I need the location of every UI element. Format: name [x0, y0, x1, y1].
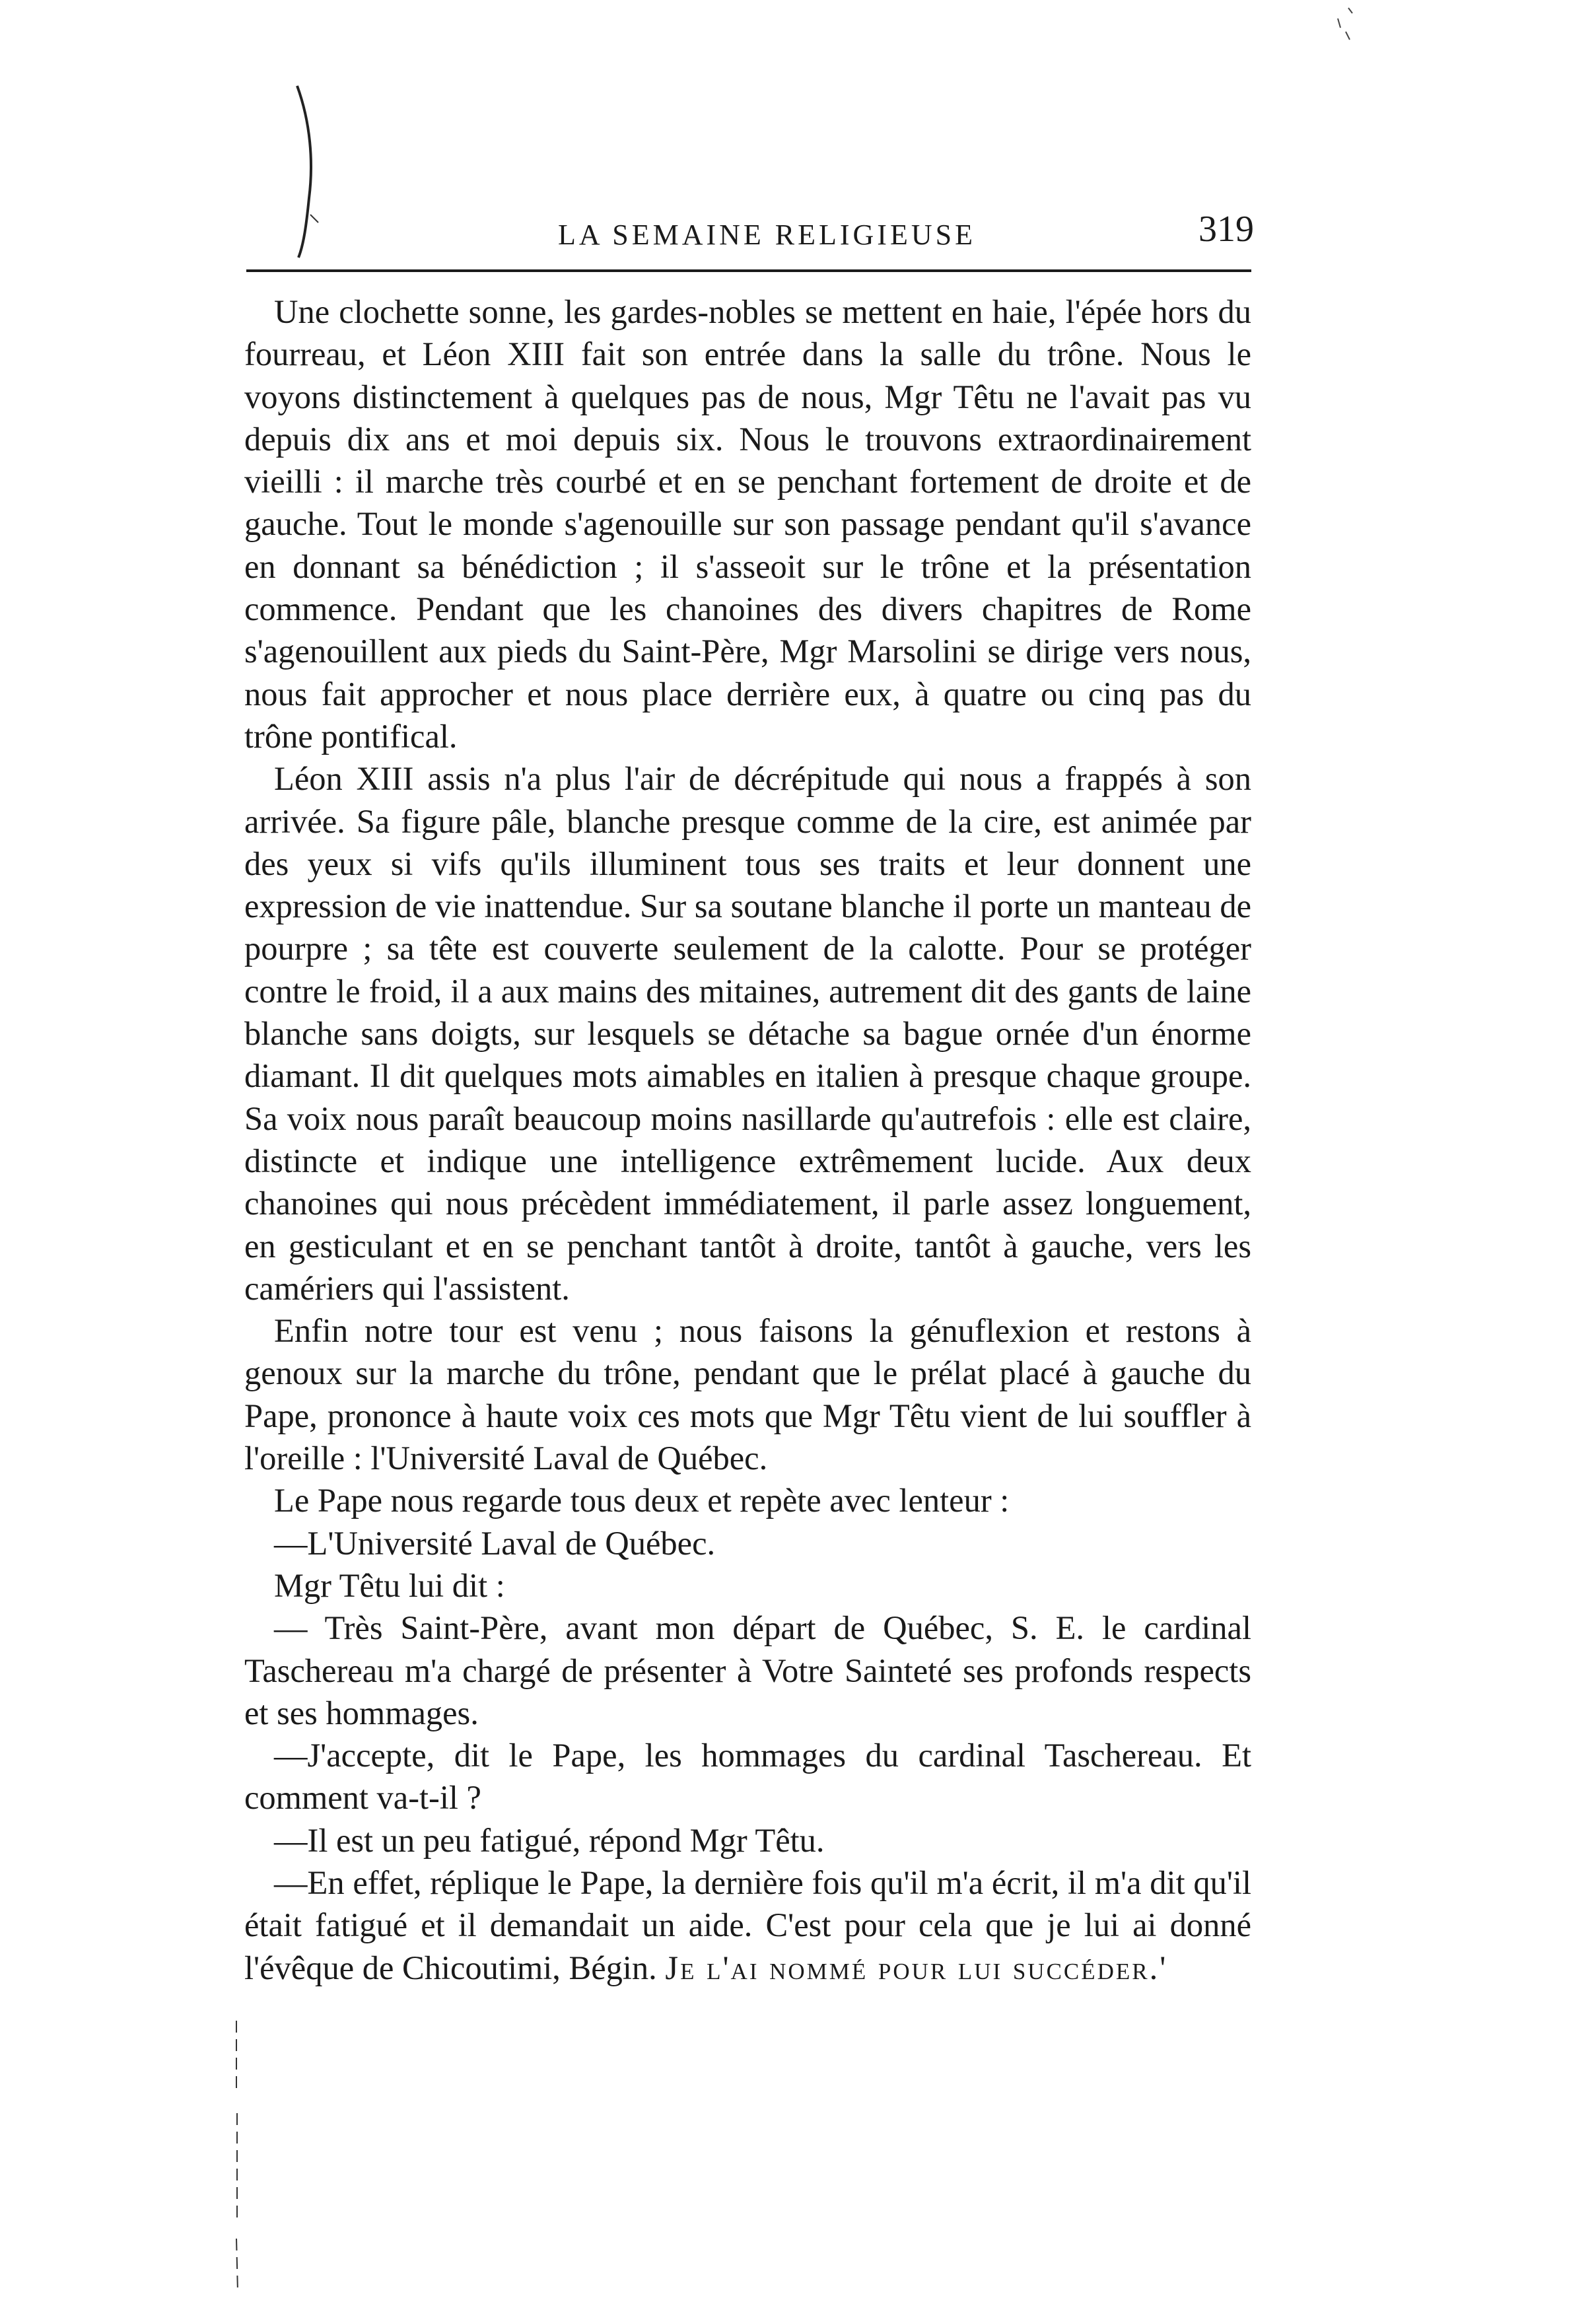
- paragraph: Léon XIII assis n'a plus l'air de décrépitude qui nous a frappés à son arrivée. Sa figure pâle, blanche presque comme de la cire, est animée par des yeux si vifs qu'ils illuminent tous ses traits et leur donnent une expression de vie inattendue. Sur sa soutane blanche il porte un manteau de pourpre ; sa tête est couverte seulement de la calotte. Pour se protéger contre le froid, il a aux mains des mitaines, autrement dit des gants de laine blanche sans doigts, sur lesquels se détache sa bague ornée d'un énorme diamant. Il dit quelques mots aimables en italien à presque chaque groupe. Sa voix nous paraît beaucoup moins nasillarde qu'autrefois : elle est claire, distincte et indique une intelligence extrêmement lucide. Aux deux chanoines qui nous précèdent immédiatement, il parle assez longuement, en gesticulant et en se penchant tantôt à droite, tantôt à gauche, vers les camériers qui l'assistent.: [244, 760, 1251, 1307]
- paragraph: —L'Université Laval de Québec.: [274, 1524, 716, 1562]
- small-caps-ending: Je l'ai nommé pour lui succéder.': [665, 1949, 1168, 1986]
- paragraph: Enfin notre tour est venu ; nous faisons la génuflexion et restons à genoux sur la marche du trône, pendant que le prélat placé à gauche du Pape, prononce à haute voix ces mots que Mgr Têtu vient de lui souffler à l'oreille : l'Université Laval de Québec.: [244, 1312, 1251, 1477]
- running-header-title: LA SEMAINE RELIGIEUSE: [558, 219, 976, 251]
- body-text: [244, 291, 1251, 1989]
- paragraph: Le Pape nous regarde tous deux et repète avec lenteur :: [274, 1482, 1010, 1519]
- paragraph: Une clochette sonne, les gardes-nobles se mettent en haie, l'épée hors du fourreau, et Léon XIII fait son entrée dans la salle du trône. Nous le voyons distinctement à quelques pas de nous, Mgr Têtu ne l'avait pas vu depuis dix ans et moi depuis six. Nous le trouvons extraordinairement vieilli : il marche très courbé et en se penchant fortement de droite et de gauche. Tout le monde s'agenouille sur son passage pendant qu'il s'avance en donnant sa bénédiction ; il s'asseoit sur le trône et la présentation commence. Pendant que les chanoines des divers chapitres de Rome s'agenouillent aux pieds du Saint-Père, Mgr Marsolini se dirige vers nous, nous fait approcher et nous place derrière eux, à quatre ou cinq pas du trône pontifical.: [244, 293, 1251, 755]
- paragraph: —Il est un peu fatigué, répond Mgr Têtu.: [274, 1821, 825, 1859]
- paragraph: —J'accepte, dit le Pape, les hommages du cardinal Taschereau. Et comment va-t-il ?: [244, 1737, 1251, 1817]
- pencil-bracket-mark: [291, 83, 330, 261]
- header-rule: [246, 269, 1251, 272]
- page-number: 319: [1198, 209, 1254, 250]
- final-paragraph-text: —En effet, réplique le Pape, la dernière fois qu'il m'a écrit, il m'a dit qu'il était fatigué et il demandait un aide. C'est pour cela que je lui ai donné l'évêque de Chicoutimi, Bégin.: [244, 1864, 1251, 1986]
- paragraph: Mgr Têtu lui dit :: [274, 1566, 505, 1604]
- margin-scan-line: [232, 2021, 242, 2298]
- paragraph: — Très Saint-Père, avant mon départ de Québec, S. E. le cardinal Taschereau m'a chargé de présenter à Votre Sainteté ses profonds respects et ses hommages.: [244, 1609, 1251, 1731]
- corner-scan-mark: [1334, 5, 1360, 45]
- paragraph-final: [244, 1862, 1251, 1989]
